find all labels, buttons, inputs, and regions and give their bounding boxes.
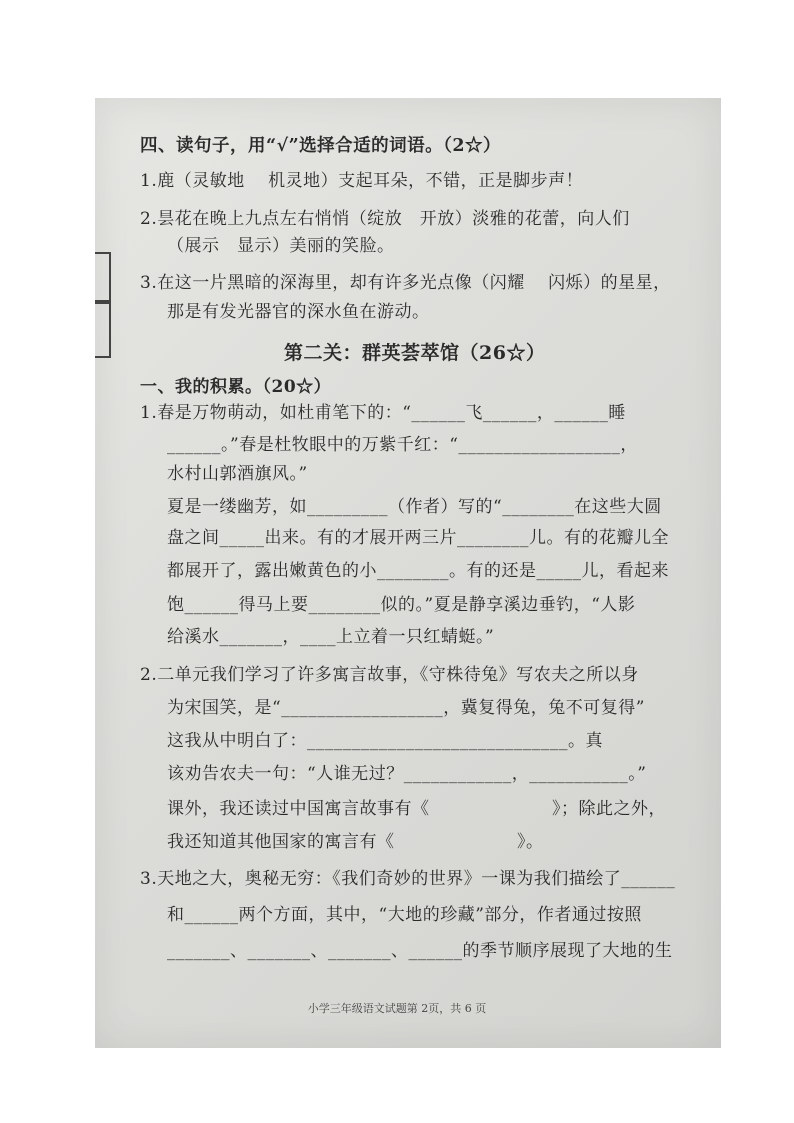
part-1-title: 一、我的积累。（20☆） (140, 377, 332, 397)
q2-line: 为宋国笑，是“__________________，冀复得兔，兔不可复得” (167, 698, 645, 718)
sec4-item-3-cont: 那是有发光器官的深水鱼在游动。 (167, 302, 430, 322)
page-footer: 小学三年级语文试题第 2页，共 6 页 (307, 1002, 487, 1015)
level-2-title: 第二关：群英荟萃馆（26☆） (284, 342, 546, 364)
q2-line: 这我从中明白了：_____________________________。真 (167, 731, 603, 751)
q1-line: 盘之间_____出来。有的才展开两三片________儿。有的花瓣儿全 (167, 528, 669, 548)
sec4-item-2-cont: （展示 显示）美丽的笑脸。 (167, 236, 395, 256)
q1-line: 给溪水_______，____上立着一只红蜻蜓。” (167, 627, 495, 647)
q1-line: 夏是一缕幽芳，如_________（作者）写的“________在这些大圆 (167, 497, 662, 517)
q2-line: 该劝告农夫一句：“人谁无过？____________，___________。” (167, 764, 647, 784)
q1-line: 1.春是万物萌动，如杜甫笔下的：“______飞______，______睡 (140, 403, 626, 423)
q1-line: ______。”春是杜牧眼中的万紫千红：“__________________， (167, 435, 638, 455)
q2-line: 2.二单元我们学习了许多寓言故事，《守株待兔》写农夫之所以身 (140, 665, 639, 685)
q2-line: 我还知道其他国家的寓言有《 》。 (167, 832, 544, 852)
sec4-item-2: 2.昙花在晚上九点左右悄悄（绽放 开放）淡雅的花蕾，向人们 (140, 209, 630, 229)
q1-line: 水村山郭酒旗风。” (167, 464, 308, 484)
section-4-title: 四、读句子，用“√”选择合适的词语。（2☆） (140, 136, 502, 156)
page-edge-mark (95, 252, 111, 304)
q3-line: 和______两个方面，其中，“大地的珍藏”部分，作者通过按照 (167, 905, 642, 925)
sec4-item-1: 1.鹿（灵敏地 机灵地）支起耳朵，不错，正是脚步声！ (140, 171, 584, 191)
q2-line: 课外，我还读过中国寓言故事有《 》；除此之外， (167, 799, 666, 819)
q3-line: _______、_______、_______、______的季节顺序展现了大地的生 (167, 941, 673, 961)
sec4-item-3: 3.在这一片黑暗的深海里，却有许多光点像（闪耀 闪烁）的星星， (140, 273, 671, 293)
q1-line: 饱______得马上要________似的。”夏是静享溪边垂钓，“人影 (167, 595, 636, 615)
q3-line: 3.天地之大，奥秘无穷：《我们奇妙的世界》一课为我们描绘了______ (140, 869, 676, 889)
q1-line: 都展开了，露出嫩黄色的小________。有的还是_____儿，看起来 (167, 561, 669, 581)
page-edge-mark (95, 300, 111, 358)
